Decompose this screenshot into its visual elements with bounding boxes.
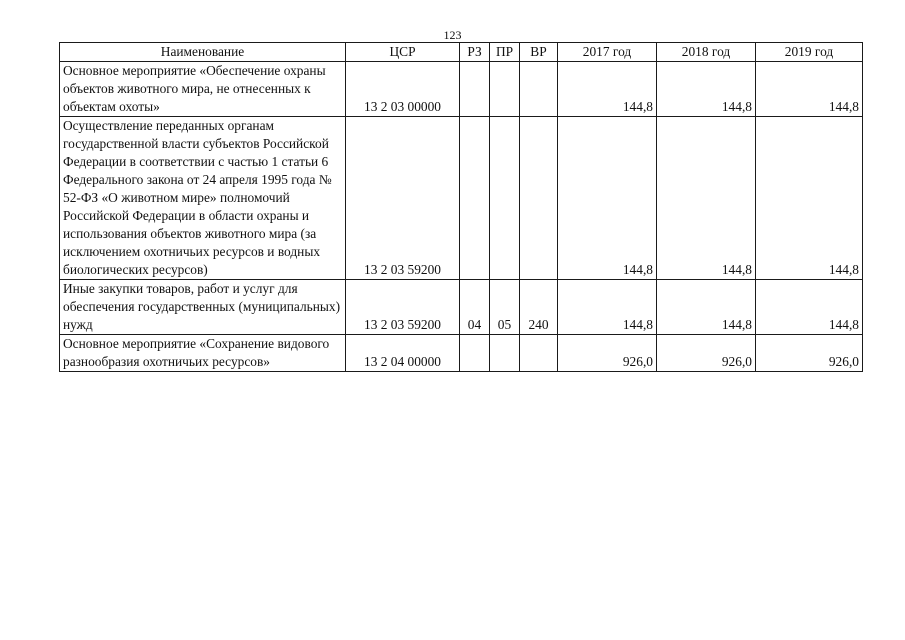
header-2018: 2018 год (657, 43, 756, 62)
row-2018: 144,8 (657, 280, 756, 335)
row-csr: 13 2 03 59200 (346, 280, 460, 335)
row-pr: 05 (490, 280, 520, 335)
table-row (60, 62, 863, 117)
row-name: Основное мероприятие «Сохранение видового разнообразия охотничьих ресурсов» (60, 335, 346, 372)
row-2017: 144,8 (558, 62, 657, 117)
header-csr: ЦСР (346, 43, 460, 62)
row-2019: 144,8 (756, 280, 863, 335)
row-2018: 144,8 (657, 117, 756, 280)
row-vr (520, 335, 558, 372)
row-2018: 144,8 (657, 62, 756, 117)
row-2017: 144,8 (558, 280, 657, 335)
row-vr (520, 62, 558, 117)
header-vr: ВР (520, 43, 558, 62)
row-rz: 04 (460, 280, 490, 335)
row-name: Иные закупки товаров, работ и услуг для обеспечения государственных (муниципальных) нужд (60, 280, 346, 335)
row-2019: 926,0 (756, 335, 863, 372)
row-rz (460, 335, 490, 372)
row-rz (460, 62, 490, 117)
row-2017: 926,0 (558, 335, 657, 372)
page-number: 123 (443, 28, 462, 42)
header-2019: 2019 год (756, 43, 863, 62)
row-name: Осуществление переданных органам государственной власти субъектов Российской Федерации в соответствии с частью 1 статьи 6 Федерального закона от 24 апреля 1995 года № 52-ФЗ «О животном мире» полномочий Российской Федерации в области охраны и использования объектов животного мира (за исключением охотничьих ресурсов и водных биологических ресурсов) (60, 117, 346, 280)
row-pr (490, 62, 520, 117)
row-rz (460, 117, 490, 280)
table-row (60, 335, 863, 372)
table-row (60, 280, 863, 335)
header-2017: 2017 год (558, 43, 657, 62)
header-rz: РЗ (460, 43, 490, 62)
row-2018: 926,0 (657, 335, 756, 372)
row-csr: 13 2 04 00000 (346, 335, 460, 372)
row-csr: 13 2 03 00000 (346, 62, 460, 117)
row-2019: 144,8 (756, 117, 863, 280)
table-header-row (60, 43, 863, 62)
row-2017: 144,8 (558, 117, 657, 280)
row-vr (520, 117, 558, 280)
header-pr: ПР (490, 43, 520, 62)
row-pr (490, 117, 520, 280)
row-csr: 13 2 03 59200 (346, 117, 460, 280)
header-name: Наименование (60, 43, 346, 62)
budget-table (59, 42, 863, 372)
table-row (60, 117, 863, 280)
row-pr (490, 335, 520, 372)
row-name: Основное мероприятие «Обеспечение охраны объектов животного мира, не отнесенных к объектам охоты» (60, 62, 346, 117)
row-2019: 144,8 (756, 62, 863, 117)
row-vr: 240 (520, 280, 558, 335)
